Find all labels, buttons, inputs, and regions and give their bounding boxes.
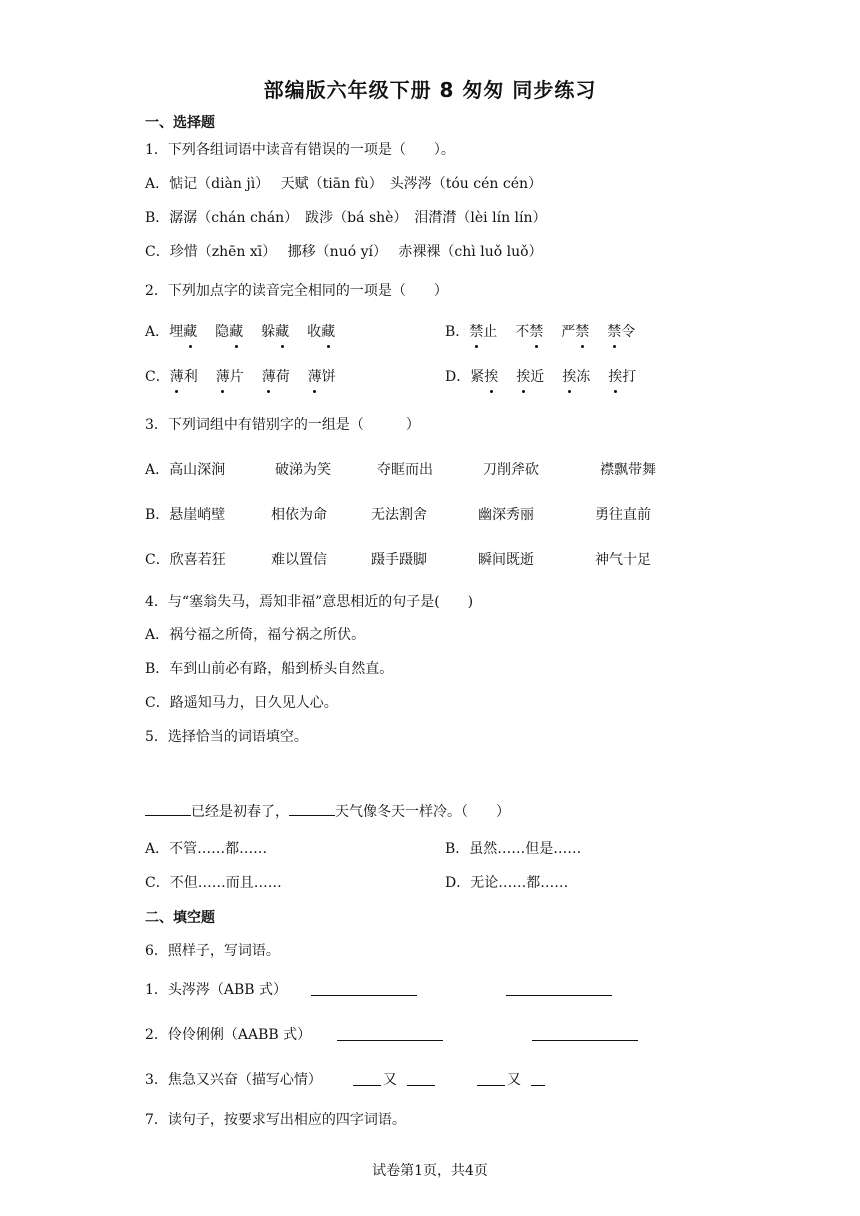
q2-word-dotted-char: 禁 (529, 324, 544, 340)
q6-line-3-blank-4[interactable] (531, 1070, 545, 1086)
q2-option-d-label: D． (445, 369, 471, 385)
q2-word-char: 令 (621, 324, 636, 340)
q5-stem: 5．选择恰当的词语填空。 (145, 729, 308, 745)
q2-option-c-words (170, 369, 336, 385)
q2-word-dotted-char: 藏 (321, 324, 336, 340)
q5-sentence-mid: 已经是初春了， (191, 804, 289, 820)
q2-option-c[interactable] (145, 367, 336, 387)
q3-c-word: 蹑手蹑脚 (371, 552, 427, 568)
q2-option-c-label: C． (145, 369, 170, 385)
q3-b-word: 勇往直前 (595, 507, 651, 523)
q6-line-3-blank-2[interactable] (407, 1070, 435, 1086)
q2-word-dotted-char: 禁 (575, 324, 590, 340)
q1-option-a[interactable]: A．惦记（diàn jì） 天赋（tiān fù） 头涔涔（tóu cén cén） (145, 176, 543, 192)
q3-a-word: 刀削斧砍 (483, 462, 539, 478)
q2-word-dotted-char: 禁 (607, 324, 622, 340)
q2-word (169, 324, 197, 340)
q2-word-char: 止 (483, 324, 498, 340)
q2-stem: 2．下列加点字的读音完全相同的一项是（ ） (145, 283, 448, 299)
q2-option-a[interactable] (145, 322, 335, 342)
q6-line-3-blank-1[interactable] (353, 1070, 381, 1086)
q2-word-char: 埋 (169, 324, 184, 340)
q2-word-char: 片 (229, 369, 244, 385)
q3-a-word: A．高山深涧 (145, 462, 226, 478)
q6-line-1 (145, 980, 705, 1000)
q2-word (607, 324, 635, 340)
q2-word-dotted-char: 禁 (469, 324, 484, 340)
q6-line-3-you-1: 又 (383, 1072, 397, 1088)
q4-option-c[interactable]: C．路遥知马力，日久见人心。 (145, 695, 338, 711)
q5-option-a[interactable]: A．不管……都…… (145, 841, 268, 857)
q2-option-b-label: B． (445, 324, 470, 340)
q2-word (470, 369, 498, 385)
section-fill-heading: 二、填空题 (145, 910, 215, 926)
q4-option-a[interactable]: A．祸兮福之所倚，福兮祸之所伏。 (145, 627, 366, 643)
q2-word-char: 隐 (215, 324, 230, 340)
q5-row-ab (145, 839, 705, 859)
q2-option-d-words (470, 369, 636, 385)
q3-stem: 3．下列词组中有错别字的一组是（ ） (145, 417, 420, 433)
q3-option-c[interactable] (145, 550, 705, 570)
q2-word-dotted-char: 薄 (307, 369, 322, 385)
q2-word-dotted-char: 挨 (608, 369, 623, 385)
section-choice-heading: 一、选择题 (145, 115, 215, 131)
q2-word-char: 收 (307, 324, 322, 340)
q2-word (561, 324, 589, 340)
q3-a-word: 襟飘带舞 (600, 462, 656, 478)
q2-word (562, 369, 590, 385)
q5-option-b[interactable]: B．虽然……但是…… (445, 841, 582, 857)
q4-option-b[interactable]: B．车到山前必有路，船到桥头自然直。 (145, 661, 394, 677)
q6-line-2 (145, 1025, 705, 1045)
q1-option-b[interactable]: B．潺潺（chán chán） 跋涉（bá shè） 泪潸潸（lèi lín lín） (145, 210, 547, 226)
q2-word-dotted-char: 挨 (562, 369, 577, 385)
q2-word-char: 严 (561, 324, 576, 340)
q6-line-3-label: 3．焦急又兴奋（描写心情） (145, 1072, 322, 1088)
q3-option-b[interactable] (145, 505, 705, 525)
q2-word-char: 打 (622, 369, 637, 385)
q6-line-1-blank-1[interactable] (311, 980, 417, 996)
q5-blank-1[interactable] (145, 800, 191, 816)
q6-line-1-blank-2[interactable] (506, 980, 612, 996)
page-title: 部编版六年级下册 8 匆匆 同步练习 (263, 78, 597, 102)
q2-row-cd (145, 367, 705, 387)
q2-word (308, 369, 336, 385)
q4-stem: 4．与“塞翁失马，焉知非福”意思相近的句子是( ) (145, 594, 474, 610)
q5-sentence (145, 800, 510, 822)
q3-c-word: 瞬间既逝 (478, 552, 534, 568)
q1-stem: 1．下列各组词语中读音有错误的一项是（ ）。 (145, 142, 455, 158)
q3-b-word: 无法割舍 (371, 507, 427, 523)
q2-word (516, 369, 544, 385)
q2-option-b[interactable] (445, 322, 635, 342)
q2-word-dotted-char: 藏 (183, 324, 198, 340)
q3-option-a[interactable] (145, 460, 705, 480)
q2-word (261, 324, 289, 340)
q6-line-3-blank-3[interactable] (477, 1070, 505, 1086)
q6-line-2-blank-1[interactable] (337, 1025, 443, 1041)
q2-word-dotted-char: 挨 (484, 369, 499, 385)
q2-row-ab (145, 322, 705, 342)
q2-word (515, 324, 543, 340)
q2-word (469, 324, 497, 340)
q3-a-word: 夺眶而出 (377, 462, 433, 478)
q3-c-word: 难以置信 (271, 552, 327, 568)
q2-word-dotted-char: 藏 (229, 324, 244, 340)
q2-word (170, 369, 198, 385)
q2-word (307, 324, 335, 340)
q5-option-c[interactable]: C．不但……而且…… (145, 875, 282, 891)
q2-word-char: 荷 (275, 369, 290, 385)
q2-word-dotted-char: 薄 (215, 369, 230, 385)
page-footer: 试卷第1页，共4页 (372, 1163, 488, 1179)
q2-word-dotted-char: 挨 (516, 369, 531, 385)
q1-option-c[interactable]: C．珍惜（zhēn xī） 挪移（nuó yí） 赤裸裸（chì luǒ luǒ） (145, 244, 543, 260)
q3-a-word: 破涕为笑 (275, 462, 331, 478)
q2-word-char: 紧 (470, 369, 485, 385)
q6-stem: 6．照样子，写词语。 (145, 943, 280, 959)
q6-line-3 (145, 1070, 705, 1090)
q2-option-b-words (469, 324, 635, 340)
q2-option-a-label: A． (145, 324, 170, 340)
q2-option-d[interactable] (445, 367, 636, 387)
q2-word (608, 369, 636, 385)
q2-word-char: 不 (515, 324, 530, 340)
q2-word-char: 饼 (321, 369, 336, 385)
q5-sentence-end: 天气像冬天一样冷。（ ） (335, 804, 510, 820)
q7-stem: 7．读句子，按要求写出相应的四字词语。 (145, 1112, 406, 1128)
q3-b-word: B．悬崖峭壁 (145, 507, 226, 523)
q6-line-2-blank-2[interactable] (532, 1025, 638, 1041)
q6-line-2-label: 2．伶伶俐俐（AABB 式） (145, 1027, 312, 1043)
q5-option-d[interactable]: D．无论……都…… (445, 875, 569, 891)
q2-word-char: 躲 (261, 324, 276, 340)
q2-word (215, 324, 243, 340)
q2-word (216, 369, 244, 385)
q2-word-dotted-char: 藏 (275, 324, 290, 340)
q2-word-char: 冻 (576, 369, 591, 385)
q6-line-3-you-2: 又 (507, 1072, 521, 1088)
q5-row-cd (145, 873, 705, 893)
q2-word-dotted-char: 薄 (169, 369, 184, 385)
q3-c-word: 神气十足 (595, 552, 651, 568)
q2-word-char: 近 (530, 369, 545, 385)
q3-b-word: 相依为命 (271, 507, 327, 523)
q2-word (262, 369, 290, 385)
q3-b-word: 幽深秀丽 (478, 507, 534, 523)
q6-line-1-label: 1．头涔涔（ABB 式） (145, 982, 288, 998)
q2-word-char: 利 (183, 369, 198, 385)
q2-option-a-words (169, 324, 335, 340)
q5-blank-2[interactable] (289, 800, 335, 816)
q3-c-word: C．欣喜若狂 (145, 552, 226, 568)
q2-word-dotted-char: 薄 (261, 369, 276, 385)
